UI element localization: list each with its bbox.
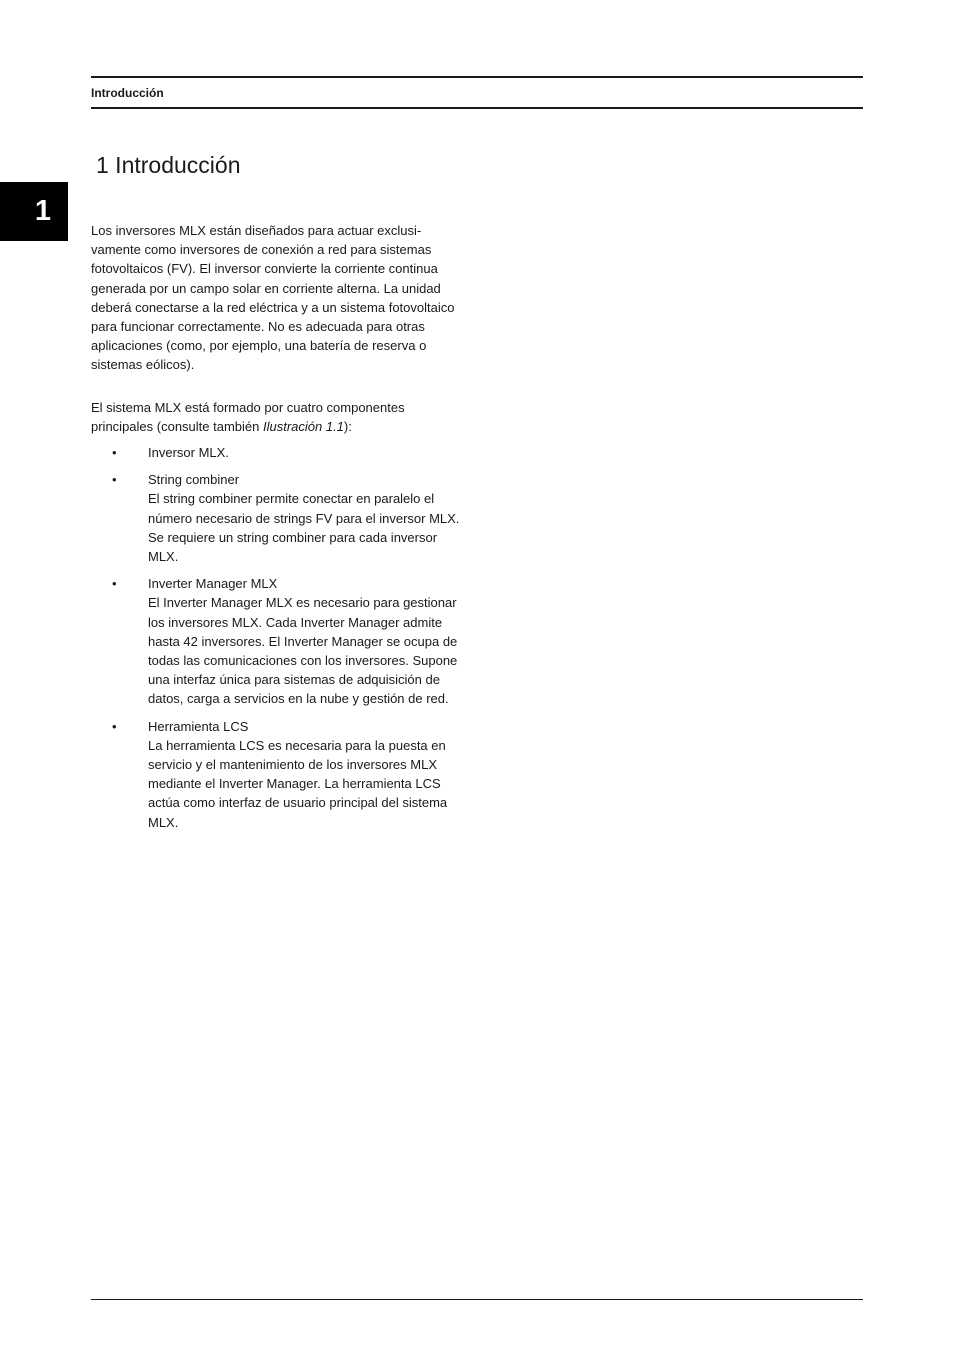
component-title: String combiner: [148, 472, 240, 488]
bullet-icon: •: [112, 576, 117, 592]
list-item: [91, 443, 463, 462]
component-description: La herramienta LCS es necesaria para la puesta en servicio y el mantenimiento de los inversores MLX mediante el Inverter Manager. La herramienta LCS actúa como interfaz de usuario principal del sistema MLX.: [148, 737, 448, 830]
chapter-title: 1 Introducción: [96, 152, 241, 178]
figure-reference-link[interactable]: Ilustración 1.1: [262, 418, 344, 434]
list-item: [91, 470, 463, 566]
components-intro-text: El sistema MLX está formado por cuatro componentes principales (consulte también: [91, 399, 405, 434]
component-description: El Inverter Manager MLX es necesario para gestionar los inversores MLX. Cada Inverter Manager admite hasta 42 inversores. El Inverter Manager se ocupa de todas las comunicaciones con los inversores. Supone una interfaz única para sistemas de adquisición de datos, carga a servicios en la nube y gestión de red.: [148, 595, 458, 707]
chapter-tab: [0, 182, 68, 241]
bullet-icon: •: [112, 472, 117, 488]
header-bottom-rule: [91, 107, 863, 109]
running-header-title: Introducción: [91, 86, 164, 100]
chapter-tab-number: 1: [34, 195, 52, 227]
list-item: [91, 574, 463, 708]
component-title: Herramienta LCS: [148, 718, 249, 734]
components-intro-paragraph: [91, 398, 463, 436]
footer-rule: [91, 1299, 863, 1300]
body-column: [91, 221, 463, 840]
header-top-rule: [91, 76, 863, 78]
component-description: El string combiner permite conectar en paralelo el número necesario de strings FV para el inversor MLX. Se requiere un string combiner para cada inversor MLX.: [148, 491, 460, 565]
intro-paragraph: Los inversores MLX están diseñados para actuar exclusivamente como inversores de conexión a red para sistemas fotovoltaicos (FV). El inversor convierte la corriente continua generada por un campo solar en corriente alterna. La unidad deberá conectarse a la red eléctrica y a un sistema fotovoltaico para funcionar correctamente. No es adecuada para otras aplicaciones (como, por ejemplo, una batería de reserva o sistemas eólicos).: [91, 223, 455, 373]
bullet-icon: •: [112, 718, 117, 734]
components-list: [91, 443, 463, 832]
bullet-icon: •: [112, 445, 117, 461]
component-title: Inversor MLX.: [148, 445, 229, 461]
components-intro-suffix: ):: [343, 418, 352, 434]
list-item: [91, 717, 463, 832]
component-title: Inverter Manager MLX: [148, 576, 278, 592]
